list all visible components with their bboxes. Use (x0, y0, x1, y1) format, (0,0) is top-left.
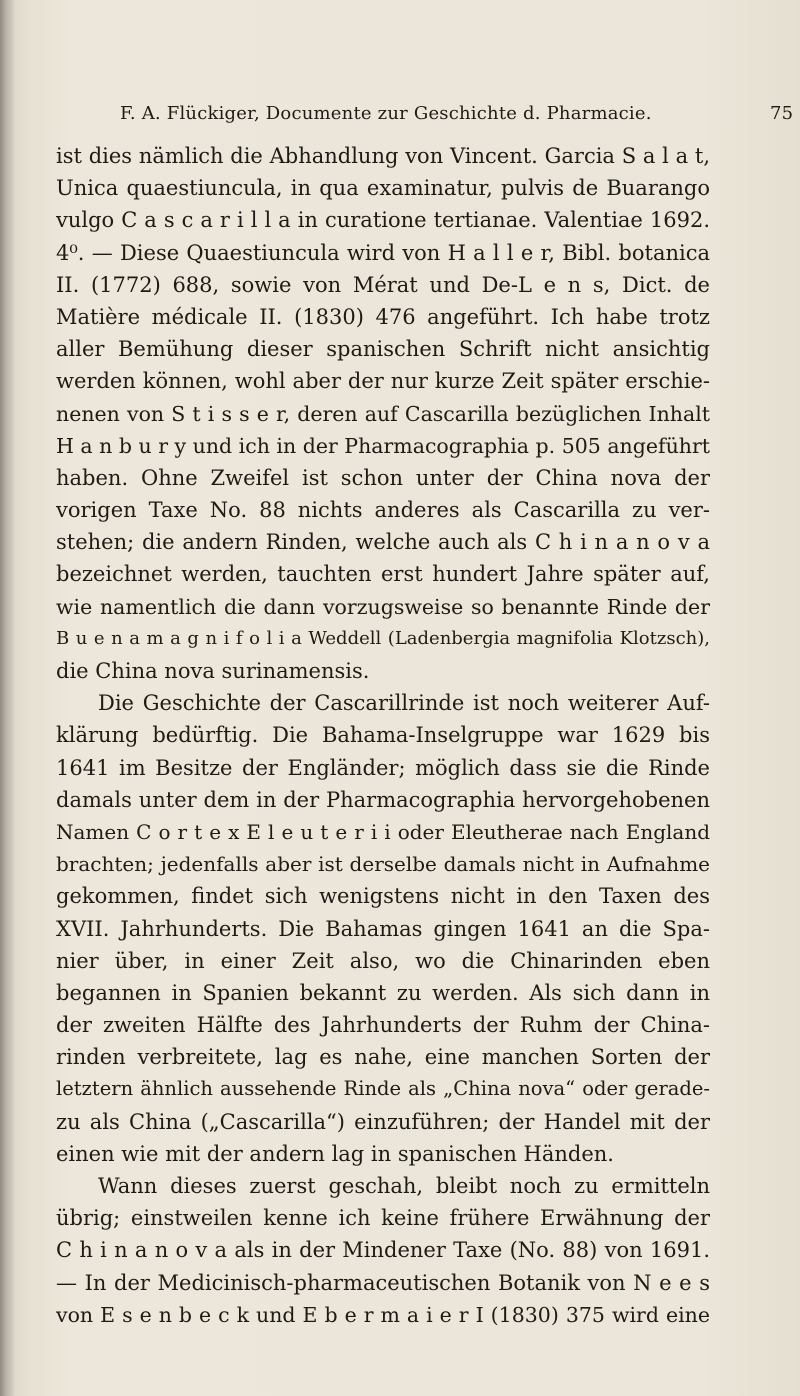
text-line: brachten; jedenfalls aber ist derselbe damals nicht in Aufnahme (56, 852, 710, 877)
text-line: einen wie mit der andern lag in spanischen Händen. (56, 1141, 614, 1166)
text-line: — In der Medicinisch-pharmaceutischen Botanik von N e e s (56, 1270, 710, 1295)
text-line: Unica quaestiuncula, in qua examinatur, pulvis de Buarango (56, 176, 710, 201)
text-line: Wann dieses zuerst geschah, bleibt noch zu ermitteln (98, 1174, 710, 1198)
text-line: nier über, in einer Zeit also, wo die Chinarinden eben (56, 948, 710, 973)
text-line: 4⁰. — Diese Quaestiuncula wird von H a l l e r, Bibl. botanica (56, 240, 710, 265)
text-line: zu als China („Cascarilla“) einzuführen; der Handel mit der (56, 1109, 710, 1134)
text-line: aller Bemühung dieser spanischen Schrift nicht ansichtig (56, 337, 710, 362)
text-line: Matière médicale II. (1830) 476 angeführt. Ich habe trotz (56, 304, 710, 329)
text-line: vorigen Taxe No. 88 nichts anderes als Cascarilla zu ver- (56, 498, 710, 523)
text-line: bezeichnet werden, tauchten erst hundert Jahre später auf, (56, 562, 710, 587)
text-line: damals unter dem in der Pharmacographia hervorgehobenen (56, 787, 710, 812)
text-line: haben. Ohne Zweifel ist schon unter der China nova der (56, 465, 710, 490)
text-line: XVII. Jahrhunderts. Die Bahamas gingen 1641 an die Spa- (56, 916, 710, 941)
text-line: II. (1772) 688, sowie von Mérat und De-L e n s, Dict. de (56, 272, 710, 297)
text-line: klärung bedürftig. Die Bahama-Inselgruppe war 1629 bis (56, 723, 710, 748)
text-line: B u e n a m a g n i f o l i a Weddell (Ladenbergia magnifolia Klotzsch), (56, 627, 710, 649)
text-line: Namen C o r t e x E l e u t e r i i oder Eleutherae nach England (56, 819, 710, 844)
page-number: 75 (770, 103, 794, 124)
text-line: C h i n a n o v a als in der Mindener Taxe (No. 88) von 1691. (56, 1238, 710, 1263)
body-text (56, 140, 710, 1331)
text-line: von E s e n b e c k und E b e r m a i e r I (1830) 375 wird eine (56, 1302, 710, 1327)
text-line: rinden verbreitete, lag es nahe, eine manchen Sorten der (56, 1045, 710, 1070)
text-line: übrig; einstweilen kenne ich keine frühere Erwähnung der (56, 1206, 710, 1231)
text-line: begannen in Spanien bekannt zu werden. Als sich dann in (56, 980, 710, 1005)
text-line: 1641 im Besitze der Engländer; möglich dass sie die Rinde (56, 755, 710, 780)
running-title: F. A. Flückiger, Documente zur Geschichte d. Pharmacie. (120, 103, 652, 124)
text-line: werden können, wohl aber der nur kurze Zeit später erschie- (56, 369, 710, 394)
text-line: vulgo C a s c a r i l l a in curatione tertianae. Valentiae 1692. (56, 208, 710, 233)
text-line: letztern ähnlich aussehende Rinde als „China nova“ oder gerade- (56, 1077, 710, 1101)
text-line: die China nova surinamensis. (56, 659, 370, 683)
book-spine-shadow (0, 0, 14, 1396)
text-line: H a n b u r y und ich in der Pharmacographia p. 505 angeführt (56, 433, 710, 458)
text-line: gekommen, findet sich wenigstens nicht in den Taxen des (56, 884, 710, 909)
text-line: ist dies nämlich die Abhandlung von Vincent. Garcia S a l a t, (56, 144, 710, 168)
running-header (120, 103, 792, 133)
text-line: nenen von S t i s s e r, deren auf Cascarilla bezüglichen Inhalt (56, 401, 710, 426)
text-line: stehen; die andern Rinden, welche auch als C h i n a n o v a (56, 530, 710, 555)
text-line: Die Geschichte der Cascarillrinde ist noch weiterer Auf- (98, 691, 710, 716)
text-line: wie namentlich die dann vorzugsweise so benannte Rinde der (56, 594, 710, 619)
text-line: der zweiten Hälfte des Jahrhunderts der Ruhm der China- (56, 1013, 710, 1038)
